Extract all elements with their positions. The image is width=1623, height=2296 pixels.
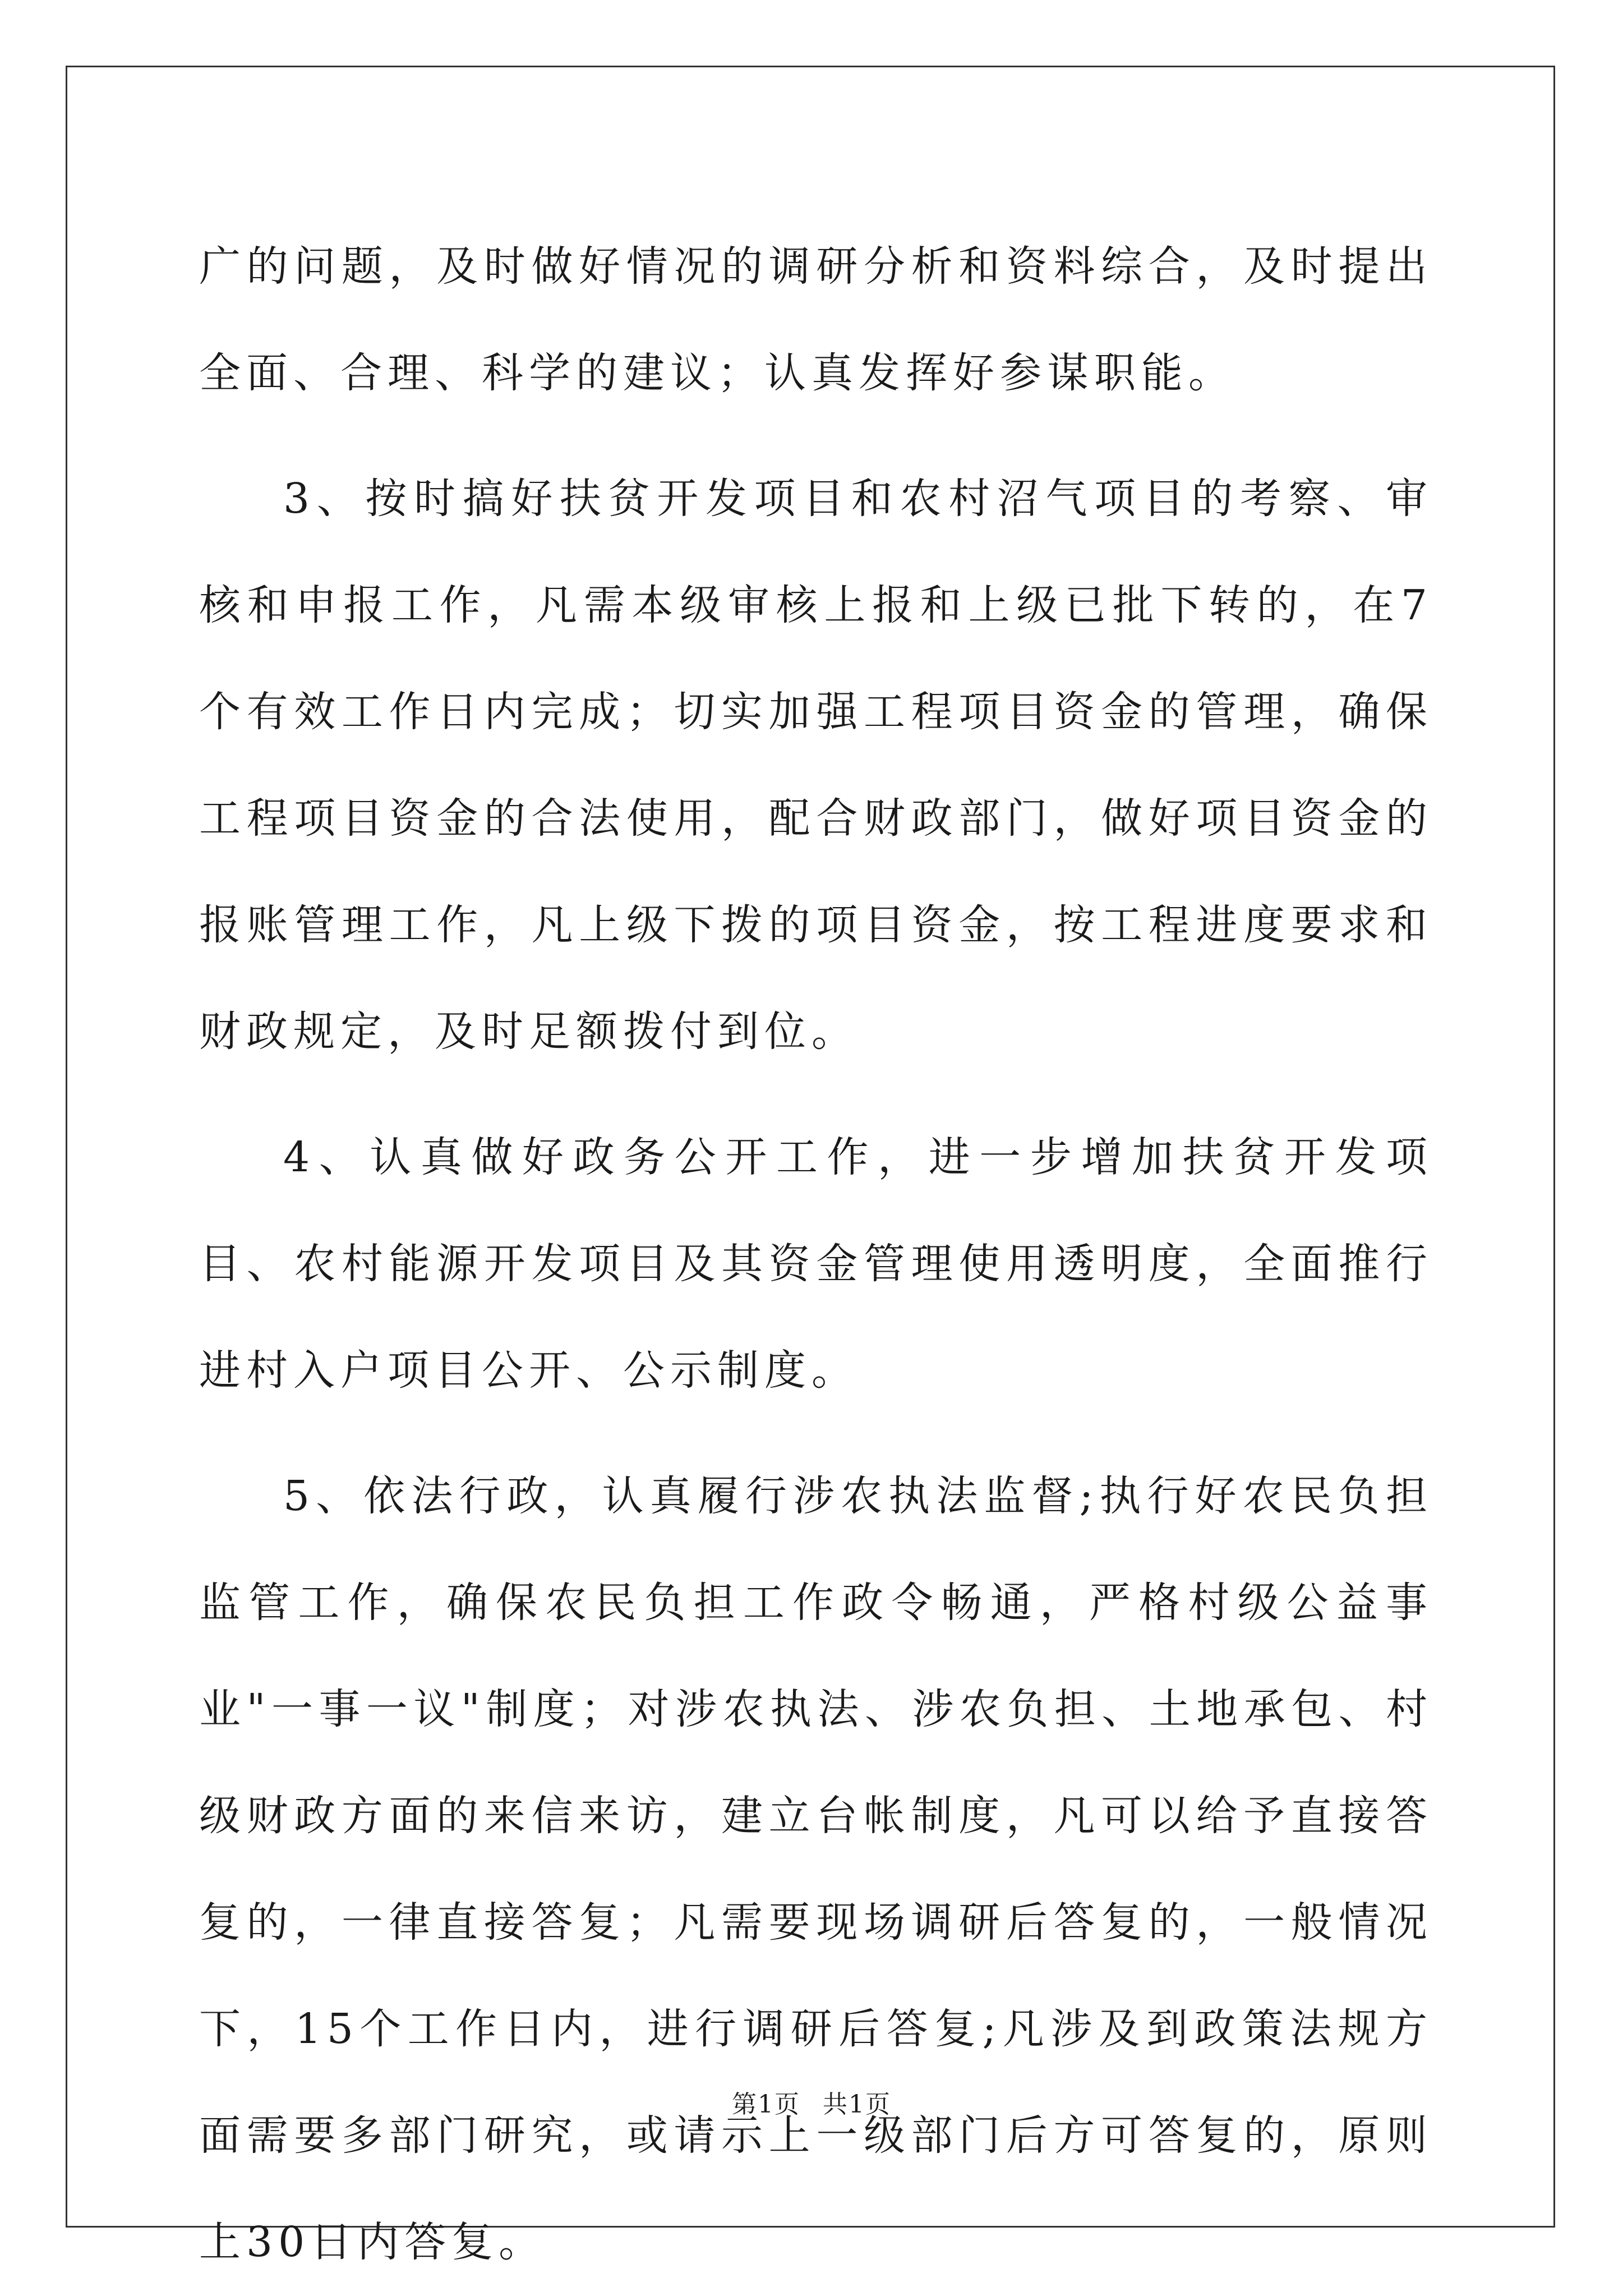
page-footer <box>0 2088 1623 2122</box>
paragraph-item-3: 3、按时搞好扶贫开发项目和农村沼气项目的考察、审核和申报工作，凡需本级审核上报和上级已批下转的，在7个有效工作日内完成；切实加强工程项目资金的管理，确保工程项目资金的合法使用，配合财政部门，做好项目资金的报账管理工作，凡上级下拨的项目资金，按工程进度要求和财政规定，及时足额拨付到位。 <box>199 475 1433 1056</box>
page-number: 第1页 <box>732 2090 800 2119</box>
paragraph-item-5: 5、依法行政，认真履行涉农执法监督;执行好农民负担监管工作，确保农民负担工作政令畅通，严格村级公益事业"一事一议"制度；对涉农执法、涉农负担、土地承包、村级财政方面的来信来访，建立台帐制度，凡可以给予直接答复的，一律直接答复；凡需要现场调研后答复的，一般情况下，15个工作日内，进行调研后答复;凡涉及到政策法规方面需要多部门研究，或请示上一级部门后方可答复的，原则上30日内答复。 <box>199 1472 1433 2266</box>
document-body <box>199 213 1433 2295</box>
paragraph-continuation: 广的问题，及时做好情况的调研分析和资料综合，及时提出全面、合理、科学的建议；认真发挥好参谋职能。 <box>199 242 1433 397</box>
paragraph-item-4: 4、认真做好政务公开工作，进一步增加扶贫开发项目、农村能源开发项目及其资金管理使用透明度，全面推行进村入户项目公开、公示制度。 <box>199 1133 1433 1395</box>
page-total: 共1页 <box>823 2090 891 2119</box>
